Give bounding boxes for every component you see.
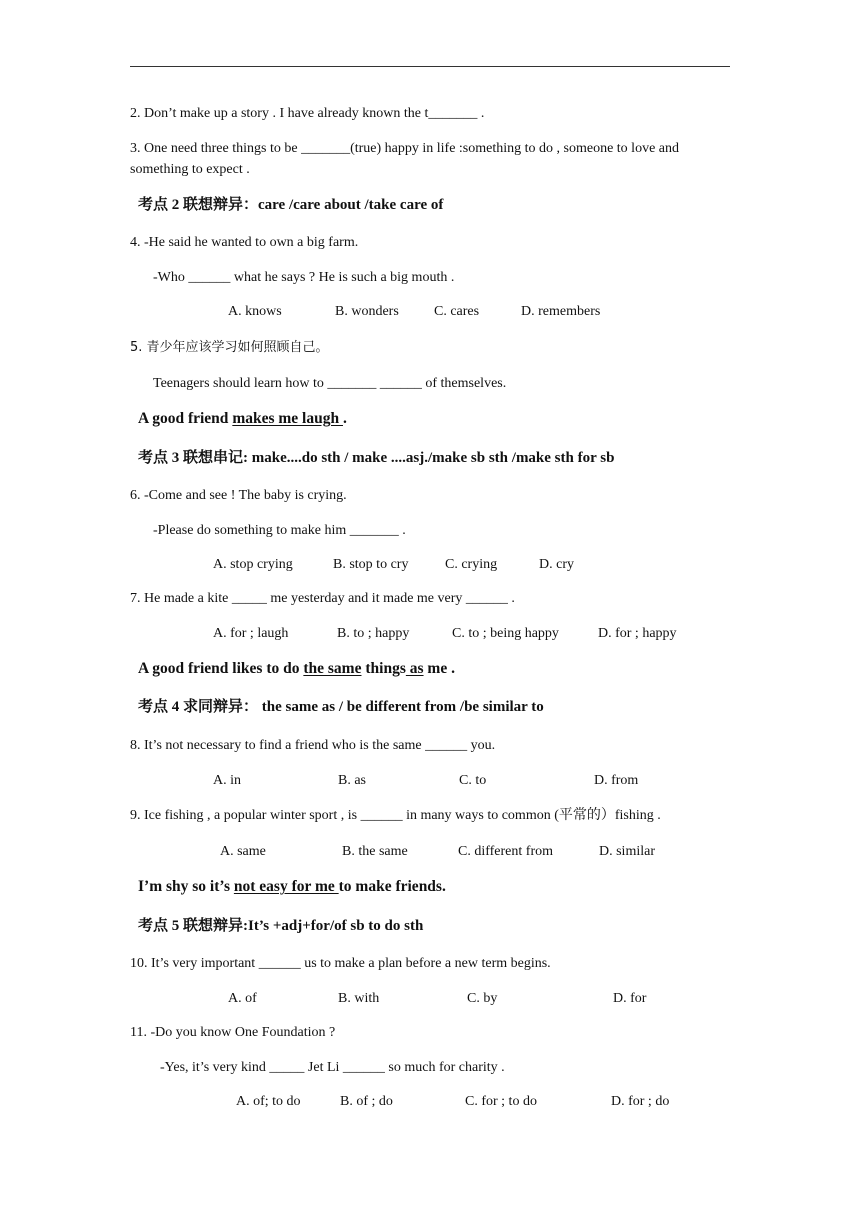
q11-option-d: D. for ; do xyxy=(611,1094,670,1109)
q6-option-c: C. crying xyxy=(445,557,498,572)
key-sentence-3-end: to make friends. xyxy=(338,878,446,895)
q9-option-c: C. different from xyxy=(458,844,553,859)
question-3: 3. One need three things to be _______(true) happy in life :something to do , someone to love and something to expect . xyxy=(130,141,679,177)
q8-option-c: C. to xyxy=(459,773,487,788)
q9-option-a: A. same xyxy=(220,844,266,859)
q8-option-b: B. as xyxy=(338,773,366,788)
section-heading-5: 考点 5 联想辩异:It’s +adj+for/of sb to do sth xyxy=(138,918,424,934)
key-sentence-1 xyxy=(138,410,347,428)
q6-option-b: B. stop to cry xyxy=(333,557,409,572)
question-9: 9. Ice fishing , a popular winter sport , is ______ in many ways to common (平常的）fishing . xyxy=(130,808,661,823)
question-11: 11. -Do you know One Foundation ? xyxy=(130,1025,336,1040)
q11-option-b: B. of ; do xyxy=(340,1094,393,1109)
key-sentence-1-text: A good friend xyxy=(138,410,233,427)
question-5: 5. 青少年应该学习如何照顾自己。 xyxy=(130,340,329,355)
q10-option-d: D. for xyxy=(613,991,647,1006)
question-4-reply: -Who ______ what he says ? He is such a big mouth . xyxy=(153,270,455,285)
section-heading-3: 考点 3 联想串记: make....do sth / make ....asj./make sb sth /make sth for sb xyxy=(138,450,615,466)
header-rule xyxy=(130,66,730,67)
q4-option-c: C. cares xyxy=(434,304,480,319)
question-6: 6. -Come and see ! The baby is crying. xyxy=(130,488,347,503)
q7-option-d: D. for ; happy xyxy=(598,626,677,641)
key-sentence-3 xyxy=(138,878,446,896)
q9-option-b: B. the same xyxy=(342,844,408,859)
q10-option-b: B. with xyxy=(338,991,380,1006)
key-sentence-2 xyxy=(138,660,455,678)
q10-option-c: C. by xyxy=(467,991,498,1006)
key-sentence-2-end: me . xyxy=(423,660,455,677)
key-sentence-2-underlined-1: the same xyxy=(303,660,362,677)
key-sentence-2-underlined-2: as xyxy=(405,660,424,677)
q7-option-c: C. to ; being happy xyxy=(452,626,559,641)
q11-option-c: C. for ; to do xyxy=(465,1094,537,1109)
question-4: 4. -He said he wanted to own a big farm. xyxy=(130,235,359,250)
question-5-english: Teenagers should learn how to _______ ______ of themselves. xyxy=(153,376,507,391)
q11-option-a: A. of; to do xyxy=(236,1094,301,1109)
key-sentence-2-mid: things xyxy=(361,660,406,677)
q4-option-b: B. wonders xyxy=(335,304,399,319)
q4-option-a: A. knows xyxy=(228,304,282,319)
key-sentence-1-end: . xyxy=(342,410,347,427)
question-11-reply: -Yes, it’s very kind _____ Jet Li ______ so much for charity . xyxy=(160,1060,505,1075)
question-10: 10. It’s very important ______ us to make a plan before a new term begins. xyxy=(130,956,551,971)
q6-option-a: A. stop crying xyxy=(213,557,293,572)
question-2: 2. Don’t make up a story . I have already known the t_______ . xyxy=(130,106,485,121)
section-heading-4: 考点 4 求同辩异： the same as / be different from /be similar to xyxy=(138,699,544,715)
q8-option-d: D. from xyxy=(594,773,639,788)
q6-option-d: D. cry xyxy=(539,557,574,572)
section-heading-2: 考点 2 联想辩异：care /care about /take care of xyxy=(138,197,444,213)
question-6-reply: -Please do something to make him _______ . xyxy=(153,523,406,538)
q8-option-a: A. in xyxy=(213,773,241,788)
question-8: 8. It’s not necessary to find a friend who is the same ______ you. xyxy=(130,738,496,753)
q10-option-a: A. of xyxy=(228,991,257,1006)
key-sentence-2-text: A good friend likes to do xyxy=(138,660,304,677)
q7-option-a: A. for ; laugh xyxy=(213,626,289,641)
key-sentence-3-text: I’m shy so it’s xyxy=(138,878,234,895)
q7-option-b: B. to ; happy xyxy=(337,626,410,641)
key-sentence-1-underlined: makes me laugh xyxy=(232,410,343,427)
q9-option-d: D. similar xyxy=(599,844,655,859)
key-sentence-3-underlined: not easy for me xyxy=(233,878,339,895)
q4-option-d: D. remembers xyxy=(521,304,601,319)
question-7: 7. He made a kite _____ me yesterday and it made me very ______ . xyxy=(130,591,515,606)
